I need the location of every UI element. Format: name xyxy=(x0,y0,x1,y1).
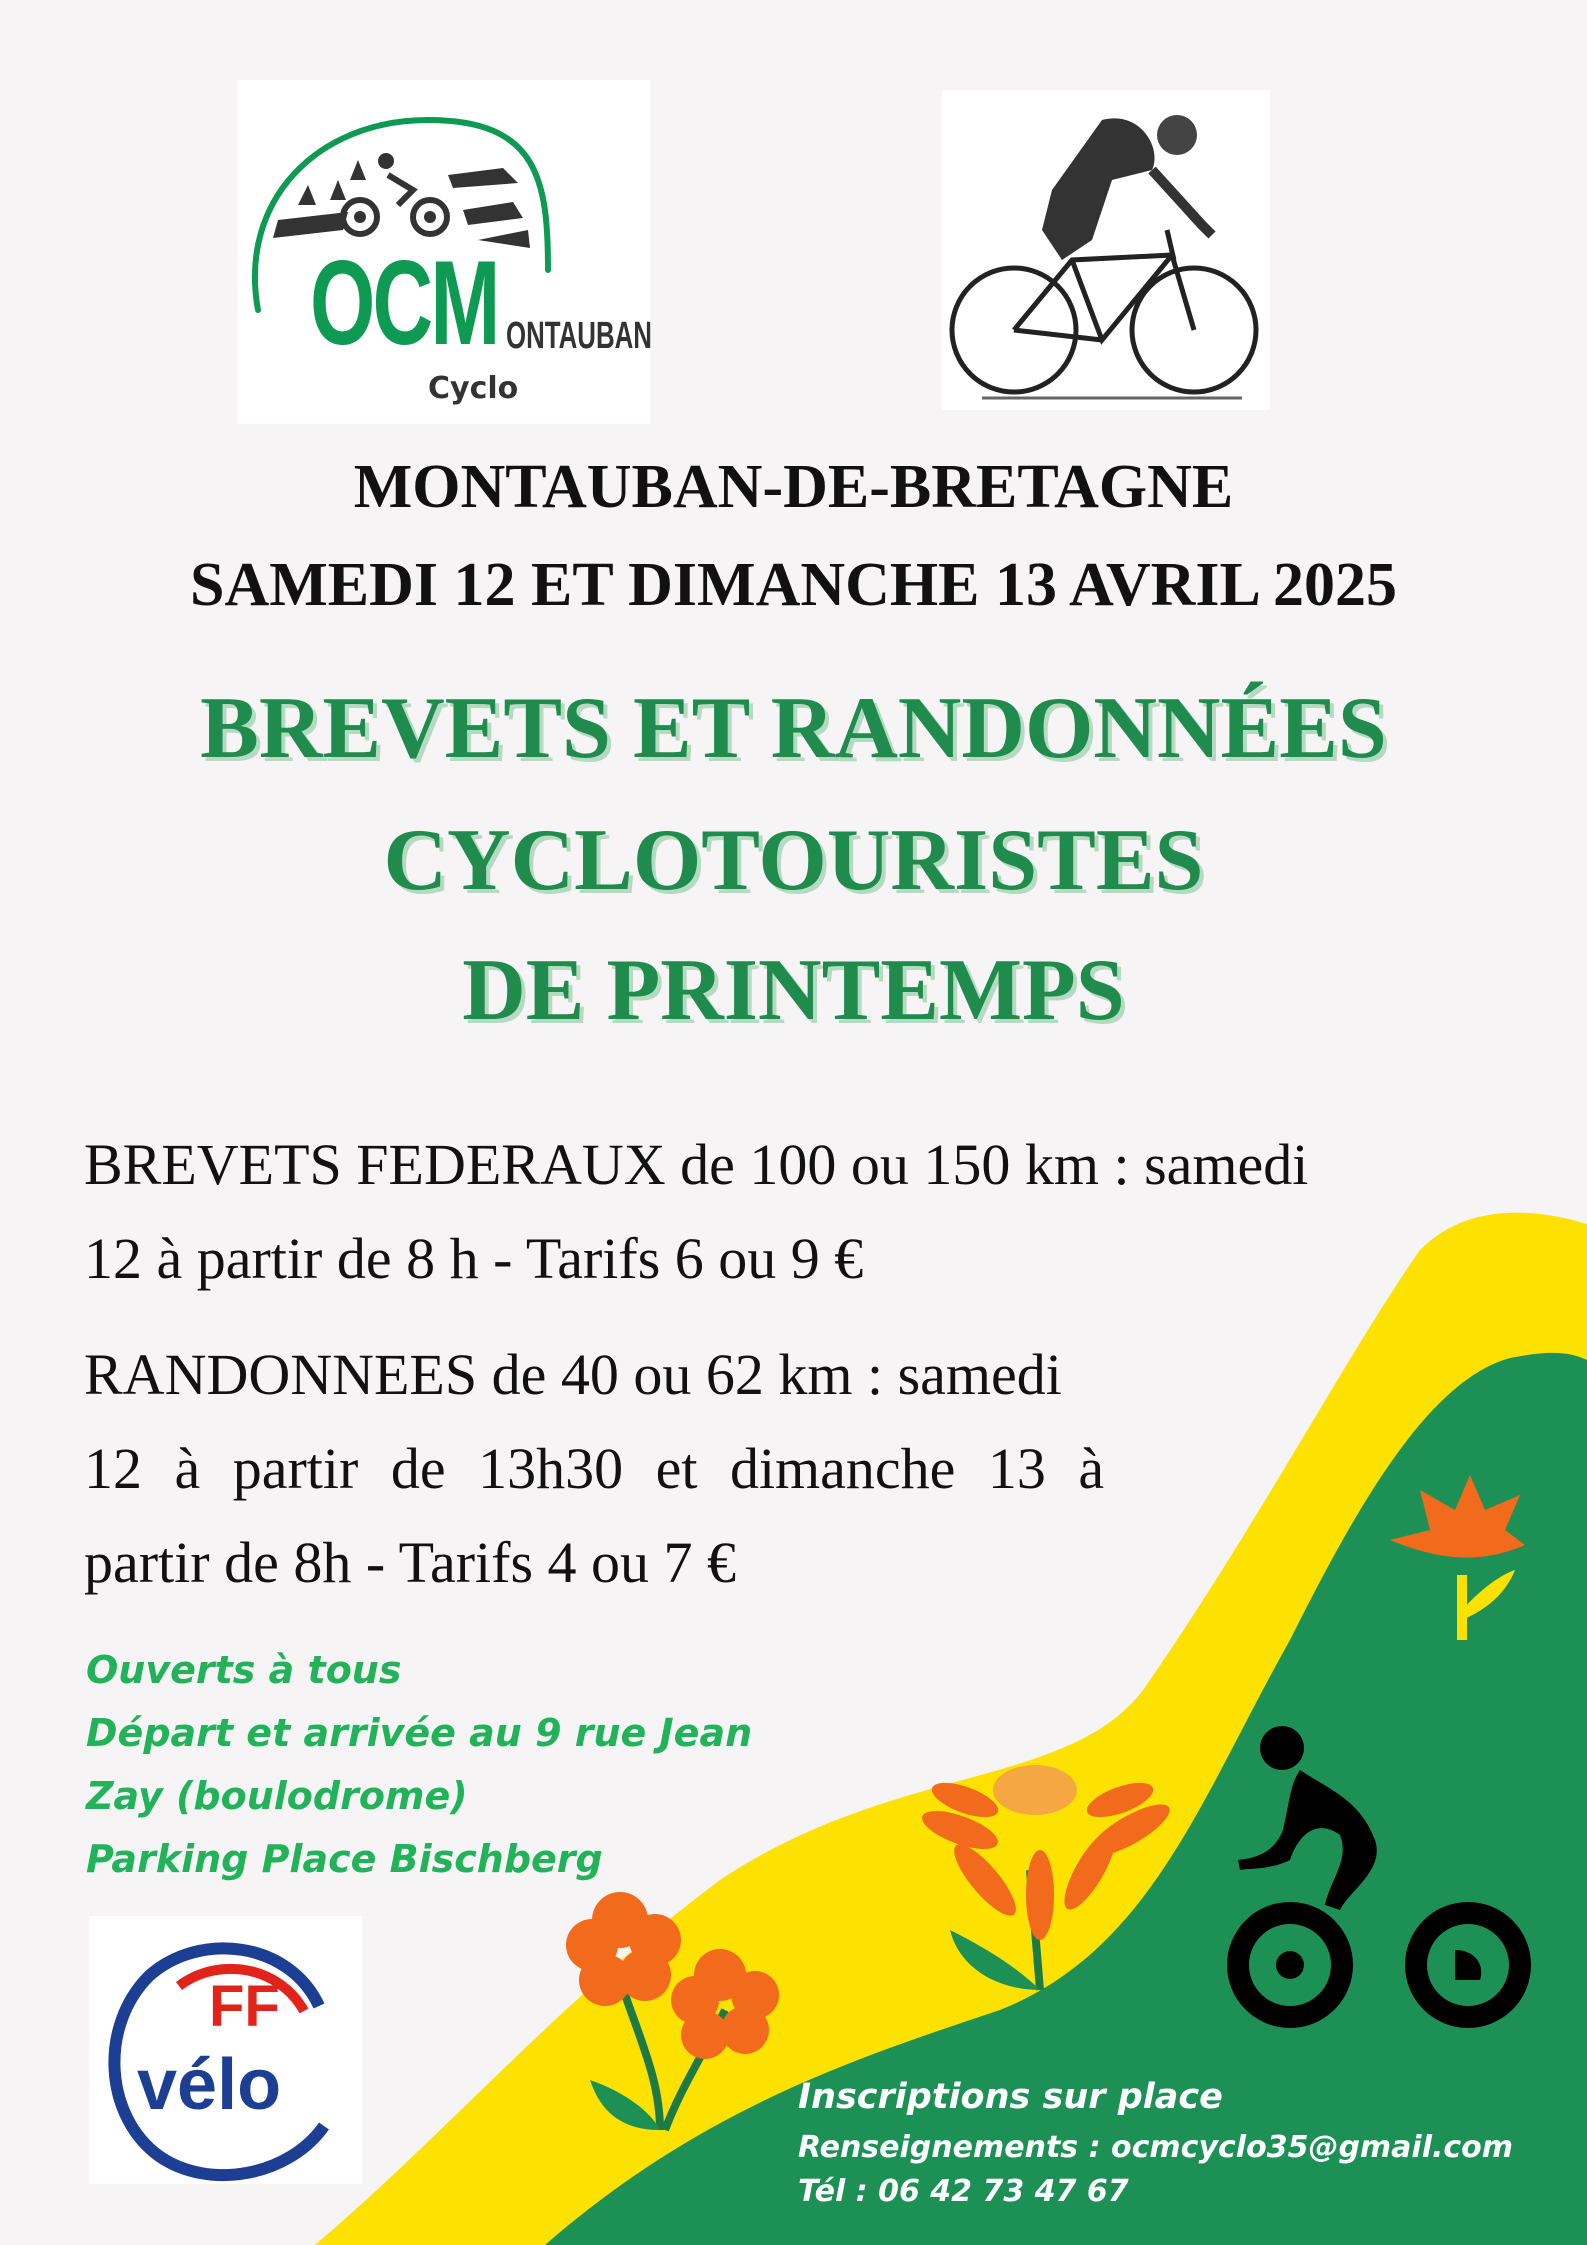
info-departure: Départ et arrivée au 9 rue Jean xyxy=(86,1711,753,1755)
brevets-description xyxy=(84,1118,1308,1306)
contact-phone: Tél : 06 42 73 47 67 xyxy=(798,2174,1129,2209)
ffvelo-velo-text: vélo xyxy=(137,2045,282,2125)
ffvelo-ff-text: FF xyxy=(209,1974,280,2039)
info-address: Zay (boulodrome) xyxy=(86,1774,468,1818)
ffvelo-logo xyxy=(89,1916,362,2184)
brevets-line2: 12 à partir de 8 h - Tarifs 6 ou 9 € xyxy=(84,1226,864,1291)
logo-cyclo-text: Cyclo xyxy=(428,371,519,406)
randonnees-line1: RANDONNEES de 40 ou 62 km : samedi xyxy=(84,1342,1062,1407)
date-heading: SAMEDI 12 ET DIMANCHE 13 AVRIL 2025 xyxy=(190,551,1397,619)
randonnees-description xyxy=(84,1328,1219,1610)
registration-note: Inscriptions sur place xyxy=(798,2077,1223,2117)
logo-ontauban-text: ONTAUBAN xyxy=(506,315,652,357)
ocm-montauban-logo xyxy=(238,80,650,424)
logo-ocm-text: OCM xyxy=(310,236,498,370)
brevets-line1: BREVETS FEDERAUX de 100 ou 150 km : samedi xyxy=(84,1132,1309,1197)
event-title-line3: DE PRINTEMPS xyxy=(462,942,1125,1039)
road-cyclist-icon xyxy=(942,90,1270,410)
info-open-to-all: Ouverts à tous xyxy=(86,1648,402,1692)
randonnees-line3: partir de 8h - Tarifs 4 ou 7 € xyxy=(84,1530,737,1595)
randonnees-line2: 12 à partir de 13h30 et dimanche 13 à xyxy=(84,1436,1105,1501)
event-title-line1: BREVETS ET RANDONNÉES xyxy=(200,680,1387,777)
cyclist-sketch-image xyxy=(942,90,1270,410)
info-parking: Parking Place Bischberg xyxy=(86,1837,603,1881)
location-heading: MONTAUBAN-DE-BRETAGNE xyxy=(353,453,1234,521)
contact-email: Renseignements : ocmcyclo35@gmail.com xyxy=(798,2130,1514,2165)
event-title-line2: CYCLOTOURISTES xyxy=(383,812,1204,909)
